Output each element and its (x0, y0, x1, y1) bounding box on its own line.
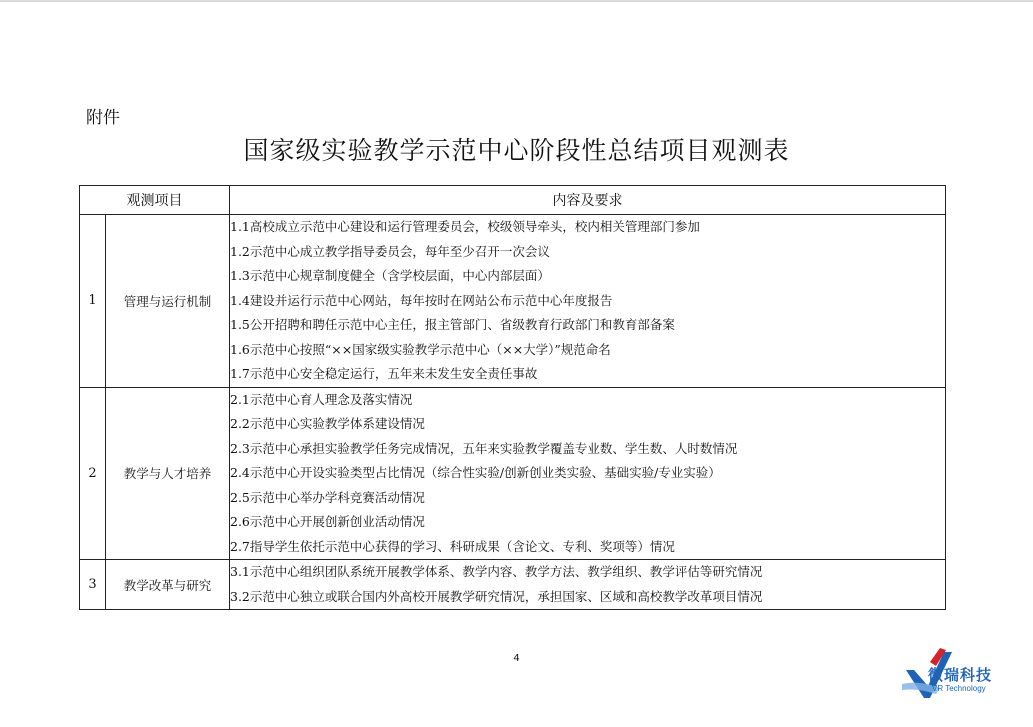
row-requirements (230, 387, 946, 560)
row-category: 管理与运行机制 (106, 215, 230, 388)
table-row (80, 215, 946, 388)
requirement-item: 2.5示范中心举办学科竞赛活动情况 (230, 489, 425, 505)
row-number: 3 (80, 560, 106, 610)
header-observation-item: 观测项目 (80, 186, 230, 215)
requirement-item: 2.1示范中心育人理念及落实情况 (230, 391, 413, 407)
logo-name: 微瑞科技 (928, 666, 993, 684)
document-title: 国家级实验教学示范中心阶段性总结项目观测表 (243, 136, 790, 165)
requirement-item: 1.4建设并运行示范中心网站，每年按时在网站公布示范中心年度报告 (230, 292, 613, 308)
requirement-item: 3.2示范中心独立或联合国内外高校开展教学研究情况，承担国家、区域和高校教学改革项目情况 (230, 588, 763, 604)
requirement-item: 2.7指导学生依托示范中心获得的学习、科研成果（含论文、专利、奖项等）情况 (230, 538, 675, 554)
table-header-row (80, 186, 946, 215)
requirement-item: 1.6示范中心按照“××国家级实验教学示范中心（××大学）”规范命名 (230, 341, 611, 357)
requirement-item: 2.2示范中心实验教学体系建设情况 (230, 416, 425, 431)
requirement-item: 1.7示范中心安全稳定运行，五年来未发生安全责任事故 (230, 366, 538, 381)
header-content-requirements: 内容及要求 (230, 186, 946, 215)
row-category: 教学与人才培养 (106, 387, 230, 560)
requirement-item: 1.2示范中心成立教学指导委员会，每年至少召开一次会议 (230, 243, 550, 259)
attachment-label: 附件 (86, 108, 120, 128)
requirement-item: 1.1高校成立示范中心建设和运行管理委员会，校级领导牵头，校内相关管理部门参加 (230, 219, 700, 234)
row-requirements (230, 560, 946, 610)
logo-subtitle: VR Technology (932, 684, 986, 693)
page-top-rule (0, 0, 1033, 2)
row-number: 1 (80, 215, 106, 388)
requirement-item: 3.1示范中心组织团队系统开展教学体系、教学内容、教学方法、教学组织、教学评估等研究情况 (230, 564, 763, 579)
requirement-item: 1.5公开招聘和聘任示范中心主任，报主管部门、省级教育行政部门和教育部备案 (230, 317, 675, 332)
requirement-item: 2.4示范中心开设实验类型占比情况（综合性实验/创新创业类实验、基础实验/专业实验） (230, 465, 721, 480)
requirement-item: 2.3示范中心承担实验教学任务完成情况，五年来实验教学覆盖专业数、学生数、人时数情况 (230, 440, 738, 456)
table-row (80, 387, 946, 560)
requirement-item: 2.6示范中心开展创新创业活动情况 (230, 514, 425, 529)
row-number: 2 (80, 387, 106, 560)
requirement-item: 1.3示范中心规章制度健全（含学校层面，中心内部层面） (230, 268, 550, 283)
page-number: 4 (513, 653, 520, 664)
row-category: 教学改革与研究 (106, 560, 230, 610)
row-requirements (230, 215, 946, 388)
observation-table (79, 185, 946, 610)
table-row (80, 560, 946, 610)
